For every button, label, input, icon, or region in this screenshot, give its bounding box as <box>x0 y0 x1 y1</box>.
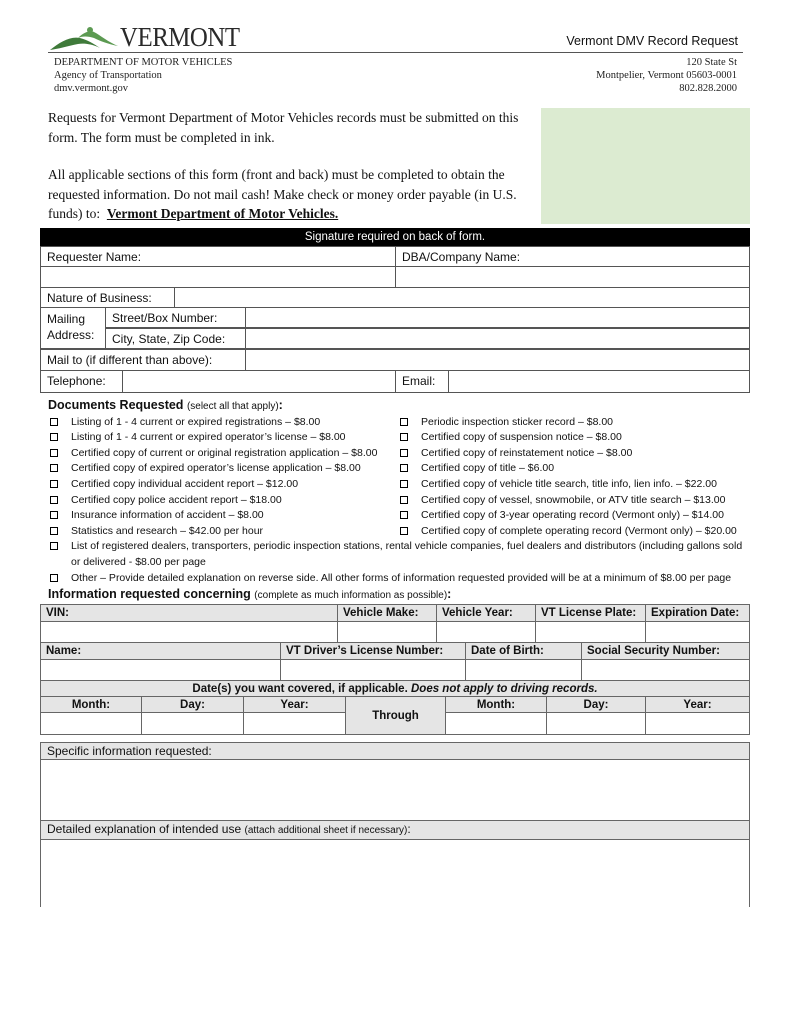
from-month-header: Month: <box>40 696 142 713</box>
checkbox[interactable] <box>400 418 408 426</box>
signature-notice: Signature required on back of form. <box>40 228 750 246</box>
checkbox[interactable] <box>50 433 58 441</box>
intended-use-label-colon: : <box>407 822 411 836</box>
document-option[interactable] <box>398 508 748 524</box>
to-year-header: Year: <box>645 696 750 713</box>
payee-name: Vermont Department of Motor Vehicles. <box>106 206 339 221</box>
document-option-label: Listing of 1 - 4 current or expired registrations – $8.00 <box>71 415 321 428</box>
documents-columns <box>48 415 748 540</box>
mail-to-label: Mail to (if different than above): <box>40 349 246 371</box>
mountain-icon <box>48 24 120 54</box>
document-option[interactable] <box>398 415 748 431</box>
checkbox[interactable] <box>400 511 408 519</box>
document-option-label: Certified copy of vessel, snowmobile, or ATV title search – $13.00 <box>421 493 726 506</box>
intro-paragraph-1: Requests for Vermont Department of Motor Vehicles records must be submitted on this form. The form must be completed in ink. <box>48 110 519 145</box>
document-option-dealers-list[interactable] <box>48 539 748 570</box>
document-option-label: Statistics and research – $42.00 per hour <box>71 524 264 537</box>
drivers-license-field[interactable] <box>280 659 466 681</box>
checkbox[interactable] <box>50 480 58 488</box>
expiration-date-field[interactable] <box>645 621 750 643</box>
checkbox[interactable] <box>400 449 408 457</box>
document-option[interactable] <box>48 493 398 509</box>
document-option-label: Certified copy of 3-year operating record (Vermont only) – $14.00 <box>421 509 724 522</box>
checkbox[interactable] <box>400 480 408 488</box>
checkbox[interactable] <box>50 574 58 582</box>
vehicle-make-field[interactable] <box>337 621 437 643</box>
checkbox[interactable] <box>400 527 408 535</box>
document-option[interactable] <box>48 524 398 540</box>
document-option-label: Insurance information of accident – $8.00 <box>71 509 264 522</box>
company-name-field[interactable] <box>395 266 750 288</box>
documents-left-column <box>48 415 398 540</box>
info-heading-text: Information requested concerning <box>48 587 251 601</box>
checkbox[interactable] <box>50 496 58 504</box>
license-plate-field[interactable] <box>535 621 646 643</box>
street-label: Street/Box Number: <box>105 307 246 328</box>
document-option-label: Other – Provide detailed explanation on reverse side. All other forms of information requested provided will be at a minimum of $8.00 per page <box>71 571 732 584</box>
checkbox[interactable] <box>50 511 58 519</box>
intro-text <box>48 108 528 224</box>
document-option[interactable] <box>48 477 398 493</box>
intro-paragraph-2-text: All applicable sections of this form (front and back) must be completed to obtain the requested information. Do not mail cash! Make check or money order payable (in U.S. funds) to: <box>48 167 517 221</box>
ssn-header: Social Security Number: <box>581 642 750 660</box>
to-year-field[interactable] <box>645 712 750 735</box>
vehicle-year-header: Vehicle Year: <box>436 604 536 622</box>
street-field[interactable] <box>245 307 750 328</box>
to-day-field[interactable] <box>546 712 646 735</box>
mailing-address-label <box>40 307 106 349</box>
checkbox[interactable] <box>50 464 58 472</box>
document-title: Vermont DMV Record Request <box>566 34 738 48</box>
info-heading-sub: (complete as much information as possible) <box>254 590 448 601</box>
telephone-field[interactable] <box>122 370 396 393</box>
date-of-birth-header: Date of Birth: <box>465 642 582 660</box>
dates-heading <box>40 680 750 697</box>
address-block <box>596 56 737 95</box>
email-field[interactable] <box>448 370 750 393</box>
to-month-header: Month: <box>445 696 547 713</box>
expiration-date-header: Expiration Date: <box>645 604 750 622</box>
document-option-label: Certified copy of title – $6.00 <box>421 462 555 475</box>
document-option[interactable] <box>398 446 748 462</box>
document-option[interactable] <box>48 461 398 477</box>
license-plate-header: VT License Plate: <box>535 604 646 622</box>
street-line: 120 State St <box>686 57 737 68</box>
documents-heading-colon: : <box>278 398 283 412</box>
intended-use-label <box>41 821 749 840</box>
checkbox[interactable] <box>50 418 58 426</box>
from-year-field[interactable] <box>243 712 346 735</box>
checkbox[interactable] <box>400 464 408 472</box>
specific-info-section <box>40 742 750 907</box>
city-line: Montpelier, Vermont 05603-0001 <box>596 70 737 81</box>
document-option[interactable] <box>48 446 398 462</box>
document-option[interactable] <box>48 415 398 431</box>
document-option-other[interactable] <box>48 571 748 587</box>
info-heading <box>48 587 451 601</box>
document-option[interactable] <box>48 508 398 524</box>
document-option[interactable] <box>398 477 748 493</box>
intro-paragraph-2 <box>48 165 528 224</box>
info-heading-colon: : <box>447 587 452 601</box>
from-day-header: Day: <box>141 696 244 713</box>
document-option[interactable] <box>398 430 748 446</box>
document-option-label: Certified copy of complete operating record (Vermont only) – $20.00 <box>421 524 737 537</box>
department-info <box>54 56 232 95</box>
document-option-label: Certified copy of vehicle title search, title info, lien info. – $22.00 <box>421 477 717 490</box>
document-option[interactable] <box>48 430 398 446</box>
drivers-license-header: VT Driver’s License Number: <box>280 642 466 660</box>
vin-field[interactable] <box>40 621 338 643</box>
specific-info-field[interactable] <box>41 760 749 821</box>
documents-section <box>48 398 748 586</box>
ssn-field[interactable] <box>581 659 750 681</box>
name-field[interactable] <box>40 659 281 681</box>
mail-to-field[interactable] <box>245 349 750 371</box>
mailing-label-line-2: Address: <box>47 328 95 342</box>
requester-name-label: Requester Name: <box>40 246 396 267</box>
company-name-label: DBA/Company Name: <box>395 246 750 267</box>
through-label: Through <box>345 696 446 735</box>
document-option-label: Listing of 1 - 4 current or expired operator’s license – $8.00 <box>71 431 346 444</box>
document-option-label: List of registered dealers, transporters, periodic inspection stations, rental vehicle companies, fuel dealers and distributors (including gallons sold or delivered - $8.00 per page <box>71 540 743 568</box>
office-use-box <box>541 108 750 224</box>
from-day-field[interactable] <box>141 712 244 735</box>
document-option[interactable] <box>398 524 748 540</box>
checkbox[interactable] <box>50 527 58 535</box>
website-line: dmv.vermont.gov <box>54 83 128 94</box>
from-year-header: Year: <box>243 696 346 713</box>
checkbox[interactable] <box>400 496 408 504</box>
checkbox[interactable] <box>50 449 58 457</box>
document-option-label: Periodic inspection sticker record – $8.00 <box>421 415 614 428</box>
vehicle-year-field[interactable] <box>436 621 536 643</box>
to-month-field[interactable] <box>445 712 547 735</box>
department-line: DEPARTMENT OF MOTOR VEHICLES <box>54 57 233 68</box>
from-month-field[interactable] <box>40 712 142 735</box>
document-option-label: Certified copy of reinstatement notice – $8.00 <box>421 446 633 459</box>
checkbox[interactable] <box>50 542 58 550</box>
dates-heading-note: Does not apply to driving records. <box>410 683 598 695</box>
nature-of-business-label: Nature of Business: <box>40 287 175 308</box>
phone-line: 802.828.2000 <box>679 83 737 94</box>
city-state-zip-field[interactable] <box>245 328 750 349</box>
document-option-label: Certified copy police accident report – $18.00 <box>71 493 282 506</box>
city-state-zip-label: City, State, Zip Code: <box>105 328 246 349</box>
intended-use-label-text: Detailed explanation of intended use <box>47 822 242 836</box>
logo-text: VERMONT <box>120 22 240 52</box>
document-option-label: Certified copy of suspension notice – $8.00 <box>421 431 622 444</box>
documents-heading <box>48 398 748 415</box>
documents-right-column <box>398 415 748 540</box>
email-label: Email: <box>395 370 449 393</box>
document-option[interactable] <box>398 493 748 509</box>
checkbox[interactable] <box>400 433 408 441</box>
document-option-label: Certified copy of expired operator’s license application – $8.00 <box>71 462 361 475</box>
documents-heading-sub: (select all that apply) <box>186 401 279 412</box>
intended-use-field[interactable] <box>41 840 749 908</box>
nature-of-business-field[interactable] <box>174 287 750 308</box>
agency-line: Agency of Transportation <box>54 70 162 81</box>
dates-heading-text: Date(s) you want covered, if applicable. <box>192 683 408 695</box>
requester-name-field[interactable] <box>40 266 396 288</box>
name-header: Name: <box>40 642 281 660</box>
header-rule <box>48 52 743 53</box>
document-option[interactable] <box>398 461 748 477</box>
vehicle-info-table <box>40 604 750 736</box>
to-day-header: Day: <box>546 696 646 713</box>
date-of-birth-field[interactable] <box>465 659 582 681</box>
intended-use-label-sub: (attach additional sheet if necessary) <box>244 825 408 836</box>
vehicle-make-header: Vehicle Make: <box>337 604 437 622</box>
vermont-logo <box>48 24 248 54</box>
mailing-label-line-1: Mailing <box>47 312 86 326</box>
vin-header: VIN: <box>40 604 338 622</box>
document-option-label: Certified copy individual accident report – $12.00 <box>71 477 299 490</box>
telephone-label: Telephone: <box>40 370 123 393</box>
specific-info-label: Specific information requested: <box>41 743 749 760</box>
documents-heading-text: Documents Requested <box>48 398 184 412</box>
document-option-label: Certified copy of current or original registration application – $8.00 <box>71 446 378 459</box>
